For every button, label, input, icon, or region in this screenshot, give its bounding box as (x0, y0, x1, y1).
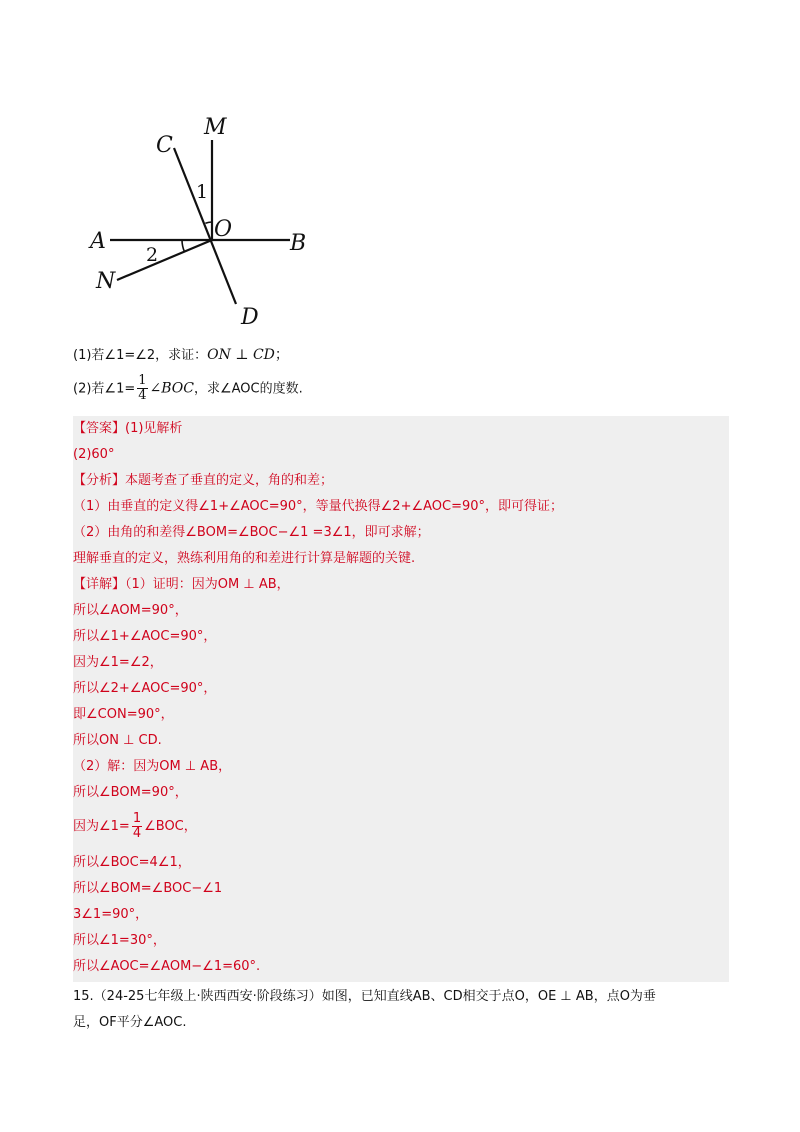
analysis-step-1: （1）由垂直的定义得∠1+∠AOC=90°，等量代换得∠2+∠AOC=90°，即可得证； (73, 499, 564, 514)
detail-step: 因为∠1=∠2， (73, 655, 163, 670)
label-n: N (96, 269, 116, 294)
problem-15-line-1: 15.（24-25七年级上·陕西西安·阶段练习）如图，已知直线AB、CD相交于点O，OE ⊥ AB，点O为垂 (73, 989, 656, 1004)
fraction-one-quarter: $\frac{1}{4}$ (138, 373, 147, 403)
question-1: (1)若∠1=∠2，求证：ON ⊥ CD； (73, 347, 289, 363)
label-b: B (290, 231, 307, 256)
detail-step-fraction: 因为∠1= $\frac{1}{4}$ ∠BOC， (73, 811, 197, 841)
analysis-step-2: （2）由角的和差得∠BOM=∠BOC−∠1 =3∠1，即可求解； (73, 525, 430, 540)
detail-step: 所以ON ⊥ CD. (73, 733, 162, 748)
answer-line-2: (2)60° (73, 447, 115, 462)
analysis-conclusion: 理解垂直的定义，熟练利用角的和差进行计算是解题的关键. (73, 551, 416, 566)
detail-step: 所以∠1=30°， (73, 933, 166, 948)
detail-step: 所以∠AOC=∠AOM−∠1=60°. (73, 959, 261, 974)
detail-step: 所以∠BOM=∠BOC−∠1 (73, 881, 223, 896)
analysis-line: 【分析】本题考查了垂直的定义，角的和差； (73, 473, 334, 488)
detail-step: 所以∠2+∠AOC=90°， (73, 681, 217, 696)
problem-15-line-2: 足，OF平分∠AOC. (73, 1015, 187, 1030)
detail-step: 所以∠BOC=4∠1， (73, 855, 191, 870)
answer-line: 【答案】(1)见解析 (73, 421, 183, 436)
detail-step: （2）解：因为OM ⊥ AB， (73, 759, 232, 774)
question-2: (2)若∠1= $\frac{1}{4}$ ∠BOC，求∠AOC的度数. (73, 373, 303, 403)
label-a: A (90, 229, 106, 254)
label-c: C (156, 133, 173, 158)
geometry-figure (84, 104, 324, 336)
label-angle2: 2 (146, 244, 159, 266)
detail-step: 所以∠BOM=90°， (73, 785, 188, 800)
ray-on (117, 240, 212, 280)
detail-step: 3∠1=90°， (73, 907, 149, 922)
label-m: M (204, 115, 227, 140)
label-o: O (214, 217, 233, 242)
detail-heading: 【详解】（1）证明：因为OM ⊥ AB， (73, 577, 290, 592)
detail-step: 所以∠1+∠AOC=90°， (73, 629, 217, 644)
detail-step: 即∠CON=90°， (73, 707, 174, 722)
label-angle1: 1 (196, 181, 209, 203)
angle2-arc (182, 240, 184, 252)
fraction-one-quarter: $\frac{1}{4}$ (132, 811, 142, 841)
detail-step: 所以∠AOM=90°， (73, 603, 188, 618)
label-d: D (241, 305, 259, 330)
